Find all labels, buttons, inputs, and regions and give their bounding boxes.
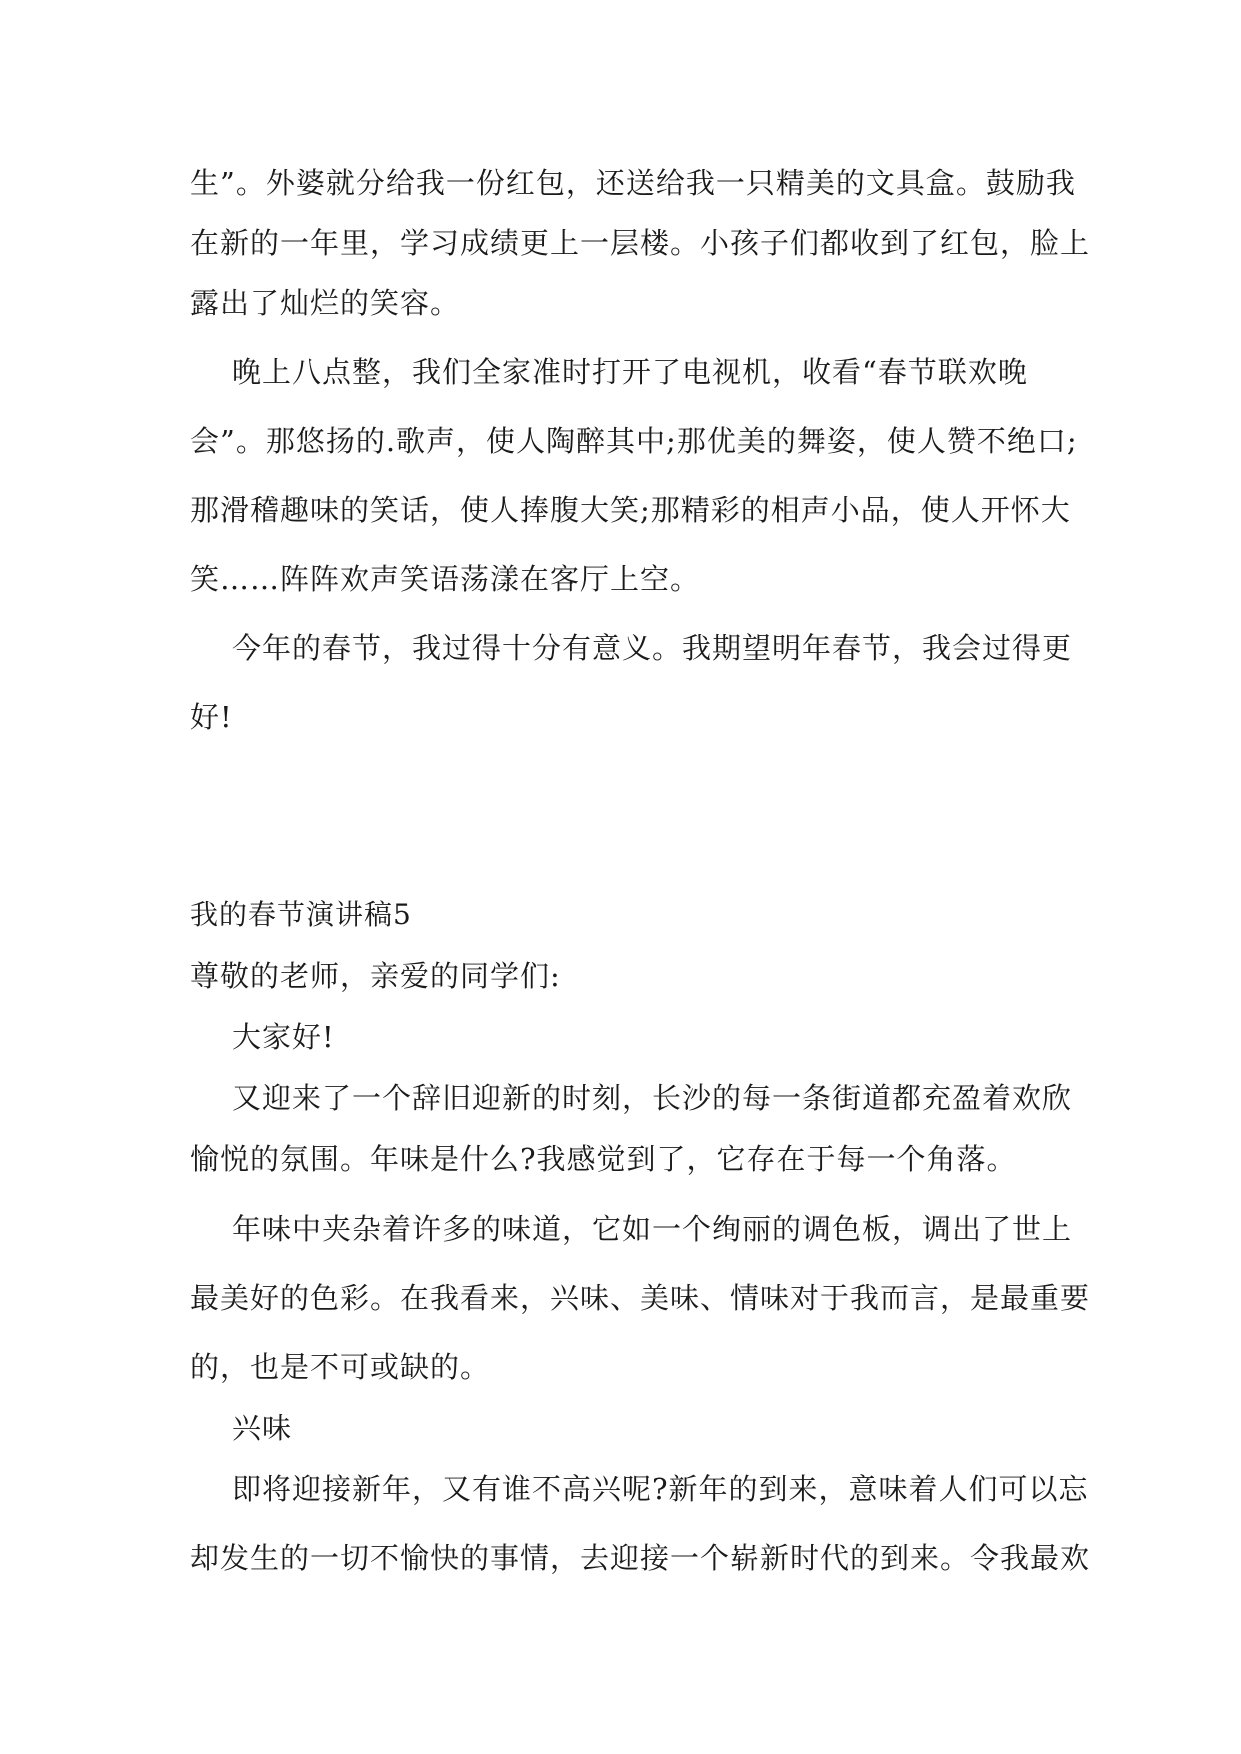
greeting: 大家好! <box>232 1020 335 1054</box>
paragraph-line: 笑……阵阵欢声笑语荡漾在客厅上空。 <box>190 562 701 596</box>
paragraph-line: 年味中夹杂着许多的味道，它如一个绚丽的调色板，调出了世上 <box>232 1212 1073 1246</box>
paragraph-line: 那滑稽趣味的笑话，使人捧腹大笑;那精彩的相声小品，使人开怀大 <box>190 493 1071 527</box>
section-title: 我的春节演讲稿5 <box>190 898 412 931</box>
salutation: 尊敬的老师，亲爱的同学们: <box>190 959 561 993</box>
paragraph-line: 又迎来了一个辞旧迎新的时刻，长沙的每一条街道都充盈着欢欣 <box>232 1081 1073 1115</box>
paragraph-line: 晚上八点整，我们全家准时打开了电视机，收看“春节联欢晚 <box>232 355 1028 389</box>
paragraph-line: 在新的一年里，学习成绩更上一层楼。小孩子们都收到了红包，脸上 <box>190 226 1091 260</box>
paragraph-line: 即将迎接新年，又有谁不高兴呢?新年的到来，意味着人们可以忘 <box>232 1472 1089 1506</box>
paragraph-line: 会”。那悠扬的.歌声，使人陶醉其中;那优美的舞姿，使人赞不绝口; <box>190 424 1078 458</box>
paragraph-line: 露出了灿烂的笑容。 <box>190 286 461 320</box>
paragraph-line: 最美好的色彩。在我看来，兴味、美味、情味对于我而言，是最重要 <box>190 1281 1091 1315</box>
paragraph-line: 的，也是不可或缺的。 <box>190 1350 491 1384</box>
paragraph-line: 今年的春节，我过得十分有意义。我期望明年春节，我会过得更 <box>232 631 1073 665</box>
paragraph-line: 愉悦的氛围。年味是什么?我感觉到了，它存在于每一个角落。 <box>190 1142 1017 1176</box>
paragraph-line: 生”。外婆就分给我一份红包，还送给我一只精美的文具盒。鼓励我 <box>190 166 1076 200</box>
subheading: 兴味 <box>232 1411 293 1445</box>
paragraph-line: 却发生的一切不愉快的事情，去迎接一个崭新时代的到来。令我最欢 <box>190 1541 1091 1575</box>
paragraph-line: 好! <box>190 700 233 734</box>
